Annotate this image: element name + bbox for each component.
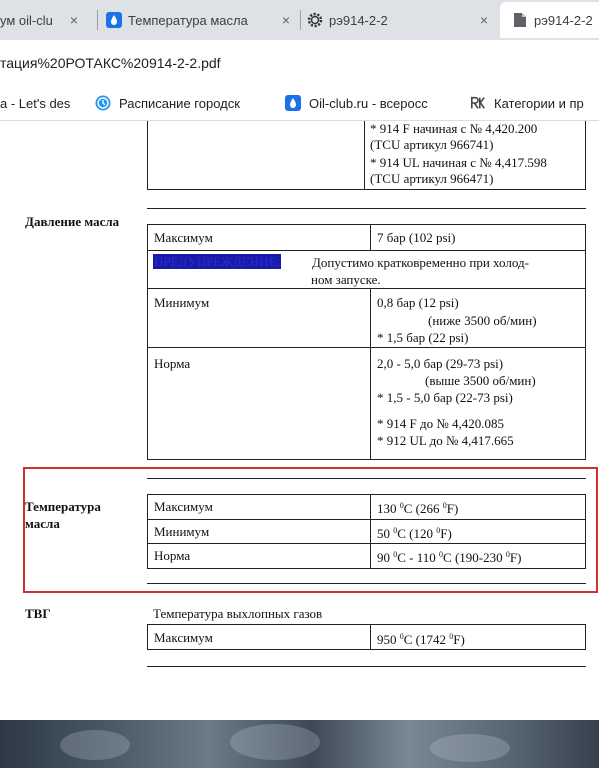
oil-pressure-min-label: Минимум — [154, 295, 210, 310]
table-border — [585, 121, 586, 189]
close-icon[interactable]: × — [281, 12, 291, 28]
oil-pressure-norm-serial: * 912 UL до № 4,417.665 — [377, 433, 514, 448]
tab-oil-club[interactable] — [0, 2, 90, 38]
oil-temp-max-value — [377, 498, 458, 517]
table-border — [147, 568, 586, 569]
degree-mark: 0 — [505, 550, 510, 559]
table-border — [147, 189, 586, 190]
degree-mark: 0 — [449, 632, 454, 641]
value-part: C (1742 — [403, 632, 450, 647]
table-border — [370, 624, 371, 650]
oil-temp-norm-value — [377, 547, 521, 566]
table-border — [147, 347, 586, 348]
document-icon — [512, 12, 528, 28]
highlight-box — [23, 467, 598, 593]
bookmark-label: Категории и пр — [494, 95, 584, 111]
oil-pressure-norm-note: (выше 3500 об/мин) — [425, 373, 536, 388]
value-part: F) — [509, 550, 522, 565]
table-border — [147, 649, 586, 650]
value-part: 130 — [377, 501, 400, 516]
oil-temp-min-value — [377, 523, 452, 542]
degree-mark: 0 — [399, 632, 404, 641]
table-border — [585, 224, 586, 460]
table-border — [147, 459, 586, 460]
warning-tag: ПРЕДУПРЕЖДЕНИЕ: — [154, 254, 281, 269]
table-border — [147, 250, 586, 251]
egt-max-value — [377, 629, 465, 648]
url-text[interactable]: тация%20РОТАКС%20914-2-2.pdf — [0, 55, 221, 71]
value-part: F) — [453, 632, 465, 647]
degree-mark: 0 — [436, 526, 441, 535]
section-divider — [147, 583, 586, 584]
table-border — [147, 624, 148, 650]
bookmark-raspisanie[interactable] — [95, 94, 271, 112]
egt-max-label: Максимум — [154, 630, 213, 645]
table-border — [147, 494, 148, 569]
bookmark-label: Расписание городск — [119, 95, 240, 111]
serial-line: (TCU артикул 966471) — [370, 171, 494, 186]
gear-icon — [307, 12, 323, 28]
serial-line: * 914 UL начиная с № 4,417.598 — [370, 155, 547, 170]
oil-temp-max-label: Максимум — [154, 499, 213, 514]
oil-temp-label: масла — [25, 516, 60, 531]
oil-temp-min-label: Минимум — [154, 524, 210, 539]
serial-line: (TCU артикул 966741) — [370, 137, 494, 152]
tab-title: Температура масла — [128, 12, 248, 28]
tab-divider — [97, 10, 98, 30]
oil-pressure-min-alt: * 1,5 бар (22 psi) — [377, 330, 469, 345]
drop-icon — [285, 95, 301, 111]
close-icon[interactable]: × — [69, 12, 79, 28]
rk-logo-icon — [470, 95, 486, 111]
bookmark-label: a - Let's des — [0, 95, 71, 111]
oil-pressure-norm-alt: * 1,5 - 5,0 бар (22-73 psi) — [377, 390, 513, 405]
section-divider — [147, 666, 586, 667]
desktop-background — [0, 720, 599, 768]
tab-title: рэ914-2-2 — [329, 12, 388, 28]
value-part: C - 110 — [397, 550, 440, 565]
table-border — [147, 121, 148, 189]
value-part: 90 — [377, 550, 394, 565]
table-border — [147, 224, 148, 460]
warning-text: Допустимо кратковременно при холод- — [312, 255, 529, 270]
value-part: C (266 — [403, 501, 443, 516]
tab-re914-gear[interactable] — [305, 2, 500, 38]
warning-text: ном запуске. — [311, 272, 381, 287]
oil-pressure-min-note: (ниже 3500 об/мин) — [428, 313, 537, 328]
table-border — [147, 543, 586, 544]
table-border — [147, 288, 586, 289]
degree-mark: 0 — [393, 550, 398, 559]
table-border — [370, 224, 371, 251]
background-texture — [60, 730, 130, 760]
oil-pressure-norm-value: 2,0 - 5,0 бар (29-73 psi) — [377, 356, 504, 371]
oil-pressure-max-value: 7 бар (102 psi) — [377, 230, 456, 245]
clock-icon — [95, 95, 111, 111]
address-bar[interactable] — [0, 40, 599, 86]
value-part: C (120 — [397, 526, 437, 541]
oil-temp-norm-label: Норма — [154, 548, 191, 563]
table-border — [585, 624, 586, 650]
tab-title: рэ914-2-2 — [534, 12, 593, 28]
table-border — [364, 121, 365, 189]
bookmark-label: Oil-club.ru - всеросс — [309, 95, 428, 111]
drop-icon — [106, 12, 122, 28]
table-border — [147, 519, 586, 520]
section-divider — [147, 208, 586, 209]
egt-label: ТВГ — [25, 606, 51, 621]
pdf-viewer[interactable] — [0, 121, 599, 721]
background-texture — [230, 724, 320, 760]
bookmark-kategorii[interactable] — [470, 94, 599, 112]
value-part: C (190-230 — [443, 550, 506, 565]
tab-re914-pdf[interactable] — [500, 2, 599, 38]
warning-row — [153, 254, 281, 270]
egt-subtitle: Температура выхлопных газов — [153, 606, 323, 621]
table-border — [147, 624, 586, 625]
section-divider — [147, 478, 586, 479]
oil-pressure-norm-serial: * 914 F до № 4,420.085 — [377, 416, 504, 431]
degree-mark: 0 — [393, 526, 398, 535]
value-part: 50 — [377, 526, 394, 541]
oil-pressure-label: Давление масла — [25, 214, 120, 229]
degree-mark: 0 — [439, 550, 444, 559]
pdf-page — [0, 121, 599, 721]
value-part: F) — [446, 501, 459, 516]
oil-pressure-min-value: 0,8 бар (12 psi) — [377, 295, 459, 310]
table-border — [370, 288, 371, 460]
oil-pressure-norm-label: Норма — [154, 356, 191, 371]
table-border — [370, 494, 371, 569]
tab-divider — [300, 10, 301, 30]
tab-strip — [0, 0, 599, 40]
table-border — [147, 224, 586, 225]
background-texture — [430, 734, 510, 762]
table-border — [147, 494, 586, 495]
tab-title: ум oil-clu — [0, 12, 53, 28]
tab-oil-temperature[interactable] — [102, 2, 302, 38]
table-border — [585, 494, 586, 569]
bookmark-lets-des[interactable] — [0, 94, 80, 112]
degree-mark: 0 — [442, 501, 447, 510]
close-icon[interactable]: × — [479, 12, 489, 28]
value-part: 950 — [377, 632, 400, 647]
bookmark-oil-club[interactable] — [285, 94, 453, 112]
oil-pressure-max-label: Максимум — [154, 230, 213, 245]
serial-line: * 914 F начиная с № 4,420.200 — [370, 121, 538, 136]
value-part: F) — [440, 526, 452, 541]
degree-mark: 0 — [399, 501, 404, 510]
oil-temp-label: Температура — [25, 499, 101, 514]
bookmarks-bar — [0, 86, 599, 121]
